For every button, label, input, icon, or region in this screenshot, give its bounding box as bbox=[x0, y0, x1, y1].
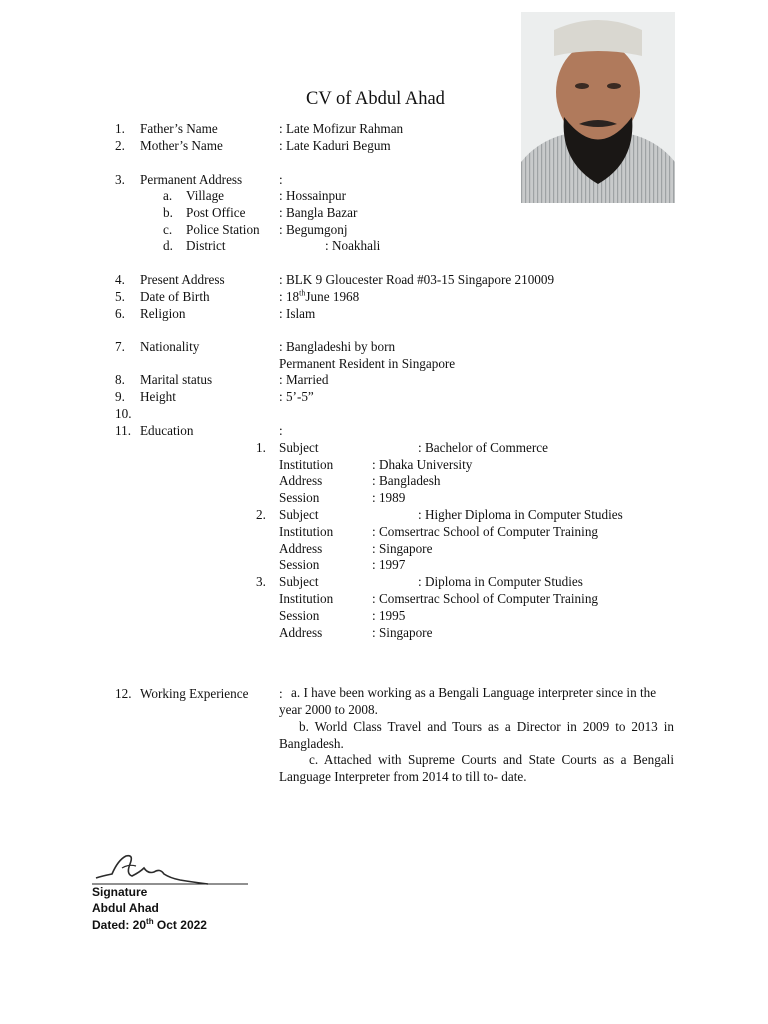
experience-b: b. World Class Travel and Tours as a Director in 2009 to 2013 in Bangladesh. bbox=[279, 719, 674, 751]
sub-value: : Hossainpur bbox=[279, 188, 347, 203]
item-number: 6. bbox=[115, 306, 125, 321]
field-label: Height bbox=[140, 389, 176, 404]
field-value: : Late Kaduri Begum bbox=[279, 138, 391, 153]
portrait-image bbox=[521, 12, 675, 203]
field-value: : 5’-5” bbox=[279, 389, 314, 404]
education-label: Address bbox=[279, 541, 323, 556]
education-value: : Singapore bbox=[372, 541, 433, 556]
education-number: 1. bbox=[256, 440, 266, 455]
field-colon: : bbox=[279, 686, 283, 701]
field-label: Father’s Name bbox=[140, 121, 218, 136]
field-value: : bbox=[279, 423, 283, 438]
item-number: 12. bbox=[115, 686, 132, 701]
sub-letter: d. bbox=[163, 238, 173, 253]
signer-name: Abdul Ahad bbox=[92, 901, 159, 915]
education-value: : Diploma in Computer Studies bbox=[418, 574, 583, 589]
education-value: : 1995 bbox=[372, 608, 406, 623]
page-title: CV of Abdul Ahad bbox=[306, 89, 445, 109]
item-number: 9. bbox=[115, 389, 125, 404]
item-number: 10. bbox=[115, 406, 132, 421]
field-label: Marital status bbox=[140, 372, 213, 387]
field-label: Nationality bbox=[140, 339, 200, 354]
sub-label: Village bbox=[186, 188, 225, 203]
sub-letter: b. bbox=[163, 205, 173, 220]
signature-image bbox=[92, 850, 250, 886]
sub-value: : Begumgonj bbox=[279, 222, 348, 237]
education-label: Address bbox=[279, 625, 323, 640]
item-number: 5. bbox=[115, 289, 125, 304]
field-label: Education bbox=[140, 423, 194, 438]
education-label: Session bbox=[279, 608, 320, 623]
education-label: Subject bbox=[279, 574, 319, 589]
item-number: 2. bbox=[115, 138, 125, 153]
education-value: : Bachelor of Commerce bbox=[418, 440, 548, 455]
education-value: : 1997 bbox=[372, 557, 406, 572]
sub-label: Police Station bbox=[186, 222, 260, 237]
education-value: : Dhaka University bbox=[372, 457, 473, 472]
field-value: : Late Mofizur Rahman bbox=[279, 121, 404, 136]
signature-date: Dated: 20th Oct 2022 bbox=[92, 917, 207, 932]
item-number: 8. bbox=[115, 372, 125, 387]
education-label: Subject bbox=[279, 507, 319, 522]
field-value: : bbox=[279, 172, 283, 187]
experience-c: c. Attached with Supreme Courts and State Courts as a Bengali Language Interpreter from 2014 to till to- date. bbox=[279, 752, 674, 784]
item-number: 4. bbox=[115, 272, 125, 287]
education-value: : Bangladesh bbox=[372, 473, 441, 488]
field-label: Present Address bbox=[140, 272, 225, 287]
item-number: 1. bbox=[115, 121, 125, 136]
education-label: Address bbox=[279, 473, 323, 488]
education-value: : 1989 bbox=[372, 490, 406, 505]
education-value: : Comsertrac School of Computer Training bbox=[372, 591, 599, 606]
item-number: 3. bbox=[115, 172, 125, 187]
field-label: Permanent Address bbox=[140, 172, 243, 187]
education-number: 2. bbox=[256, 507, 266, 522]
education-label: Session bbox=[279, 490, 320, 505]
item-number: 7. bbox=[115, 339, 125, 354]
sub-label: District bbox=[186, 238, 226, 253]
field-value: : Married bbox=[279, 372, 329, 387]
field-label: Working Experience bbox=[140, 686, 249, 701]
field-label: Mother’s Name bbox=[140, 138, 223, 153]
field-value: : Bangladeshi by born bbox=[279, 339, 396, 354]
field-value: Permanent Resident in Singapore bbox=[279, 356, 456, 371]
experience-a: a. I have been working as a Bengali Language interpreter since in the year 2000 to 2008. bbox=[279, 685, 657, 717]
education-label: Institution bbox=[279, 457, 334, 472]
education-label: Institution bbox=[279, 591, 334, 606]
signature-label: Signature bbox=[92, 885, 148, 899]
education-value: : Singapore bbox=[372, 625, 433, 640]
education-number: 3. bbox=[256, 574, 266, 589]
sub-letter: a. bbox=[163, 188, 173, 203]
education-label: Session bbox=[279, 557, 320, 572]
education-value: : Higher Diploma in Computer Studies bbox=[418, 507, 623, 522]
education-label: Subject bbox=[279, 440, 319, 455]
field-label: Religion bbox=[140, 306, 186, 321]
sub-value: : Bangla Bazar bbox=[279, 205, 358, 220]
field-value: : Islam bbox=[279, 306, 316, 321]
education-value: : Comsertrac School of Computer Training bbox=[372, 524, 599, 539]
profile-photo bbox=[521, 12, 675, 203]
sub-value: : Noakhali bbox=[325, 238, 381, 253]
sub-label: Post Office bbox=[186, 205, 246, 220]
field-label: Date of Birth bbox=[140, 289, 210, 304]
education-label: Institution bbox=[279, 524, 334, 539]
sub-letter: c. bbox=[163, 222, 173, 237]
field-value: : BLK 9 Gloucester Road #03-15 Singapore 210009 bbox=[279, 272, 555, 287]
item-number: 11. bbox=[115, 423, 131, 438]
field-value: : 18thJune 1968 bbox=[279, 288, 360, 304]
